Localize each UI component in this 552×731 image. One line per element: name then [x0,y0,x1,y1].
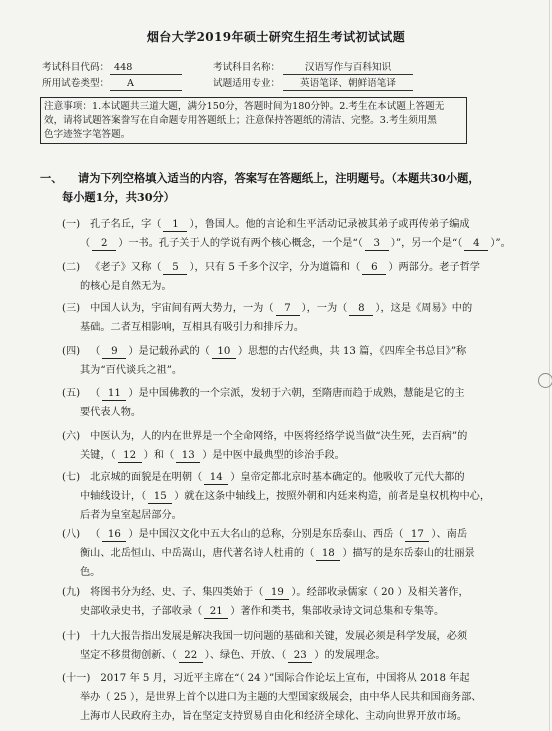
question-text: ）”。 [490,238,511,249]
question-line [62,669,481,688]
question-4 [62,342,466,380]
question-text: ）是中国佛教的一个宗派，发轫于六朝，至隋唐而趋于成熟，慧能是它的主 [128,388,465,399]
question-text: 上海市人民政府主办，旨在坚定支持贸易自由化和经济全球化、主动向世界开放市场。 [80,711,468,722]
question-7 [62,468,490,525]
question-number: (四) [62,346,81,357]
question-1 [62,215,511,253]
question-number: (七) [62,472,81,483]
question-line [62,277,480,296]
question-line [62,361,466,380]
answer-blank: 14 [204,472,228,485]
question-6 [62,427,467,465]
question-text: ）思想的古代经典，共 13 篇，《四库全书总目》”称 [237,346,467,357]
question-text: 的核心是自然无为。 [80,281,172,292]
exam-title: 烟台大学2019年硕士研究生招生考试初试试题 [146,30,406,44]
question-text: ）的发展理念。 [314,650,386,661]
question-text: （ [90,346,101,357]
question-line [62,403,465,422]
section-number: 一、 [40,171,63,185]
question-text: ）是记载孙武的（ [128,346,210,357]
question-11 [62,669,481,726]
subject-name-value: 汉语写作与百科知识 [283,61,413,75]
answer-blank: 5 [163,262,187,275]
question-number: (八) [62,529,81,540]
question-line [62,583,469,602]
answer-blank: 6 [362,262,386,275]
question-text: ），这是《周易》中的 [375,303,473,314]
question-text: 基础。二者互相影响，互相具有吸引力和排斥力。 [80,322,305,333]
question-number: (三) [62,303,81,314]
question-text: ）描写的是东岳泰山的壮丽景 [342,548,475,559]
answer-blank: 22 [179,650,203,663]
question-number: (六) [62,431,81,442]
question-text: 中国人认为，宇宙间有两大势力，一为（ [90,303,274,314]
question-text: 十九大报告指出发展是解决我国一切问题的基础和关键，发展必须是科学发展，必须 [90,631,468,642]
question-text: 关键，（ [80,450,116,461]
paper-type-value: A [110,77,182,91]
question-line [62,688,481,707]
question-text: 《老子》又称（ [90,262,162,273]
answer-blank: 9 [102,346,126,359]
answer-blank: 12 [118,450,142,463]
question-text: ）”，另一个是“（ [390,238,463,249]
question-text: 中轴线设计，（ [80,491,147,502]
question-line [62,258,480,277]
question-number: (一) [62,219,81,230]
answer-blank: 15 [148,491,172,504]
question-text: 其为“百代谈兵之祖”。 [80,365,183,376]
question-line [62,627,467,646]
notice-line: 注意事项：1.本试题共三道大题，满分150分，答题时间为180分钟。2.考生在本试题上答题无 [44,101,445,112]
answer-blank: 19 [265,587,289,600]
answer-blank: 16 [102,529,126,542]
question-number: (十一) [62,673,91,684]
question-line [62,602,469,621]
question-line [62,544,475,563]
question-text: ），只有 5 千多个汉字，分为道篇和（ [189,262,361,273]
question-number: (十) [62,631,81,642]
question-5 [62,384,465,422]
question-text: 坚定不移贯彻创新、（ [80,650,177,661]
question-text: 衡山、北岳恒山、中岳嵩山，唐代著名诗人杜甫的（ [80,548,315,559]
question-3 [62,299,472,337]
punch-hole-mark [538,373,552,388]
question-text: ）、绿色、开放、（ [204,650,287,661]
question-9 [62,583,469,621]
question-line [62,646,467,665]
subject-code-label: 考试科目代码： [42,62,110,73]
question-line [62,427,467,446]
question-text: 要代表人物。 [80,407,142,418]
answer-blank: 4 [464,238,488,251]
question-text: ）和（ [143,450,175,461]
major-value: 英语笔译、朝鲜语笔译 [283,77,413,91]
subject-code-value: 448 [110,61,182,75]
answer-blank: 11 [102,388,126,401]
question-line [62,487,490,506]
question-number: (九) [62,587,81,598]
question-line [62,299,472,318]
paper-type-label: 所用试卷类型： [42,78,110,89]
question-2 [62,258,480,296]
answer-blank: 10 [212,346,236,359]
question-text: 色。 [80,567,101,578]
question-text: （ [90,529,101,540]
major-label: 试题适用专业： [213,78,281,89]
subject-name-label: 考试科目名称： [213,62,281,73]
question-text: ）。经部收录儒家（ 20 ）及相关著作， [291,587,469,598]
answer-blank: 23 [288,650,312,663]
answer-blank: 3 [365,238,389,251]
question-line [62,215,511,234]
question-10 [62,627,467,665]
question-line [62,525,475,544]
answer-blank: 13 [176,450,200,463]
question-text: 孔子名丘，字（ [90,219,162,230]
question-text: 2017 年 5 月，习近平主席在“（ 24 ）”国际合作论坛上宣布，中国将从 2018 年起 [100,673,470,684]
question-line [62,563,475,582]
question-text: ）著作和类书，集部收录诗文词总集和专集等。 [230,606,445,617]
question-line [62,707,481,726]
question-text: ）就在这条中轴线上，按照外朝和内廷来构造，前者是皇权机构中心， [174,491,491,502]
question-text: 史部收录史书，子部收录（ [80,606,203,617]
question-8 [62,525,475,582]
question-line [62,234,511,253]
question-line [62,384,465,403]
question-line [62,342,466,361]
question-line [62,318,472,337]
notice-line: 效，请将试题答案誊写在自命题专用答题纸上；注意保持答题纸的清洁、完整。3.考生须用黑 [44,115,437,126]
question-text: ）是中医中最典型的诊治手段。 [202,450,345,461]
question-text: ）两部分。老子哲学 [388,262,480,273]
question-number: (五) [62,388,81,399]
question-text: ）皇帝定都北京时基本确定的。他吸收了元代大都的 [230,472,465,483]
question-text: 将图书分为经、史、子、集四类始于（ [90,587,264,598]
answer-blank: 18 [316,548,340,561]
section-instruction: 每小题1分，共30分） [62,190,175,204]
notice-box [40,97,467,144]
question-text: ），鲁国人。他的言论和生平活动记录被其弟子或再传弟子编成 [189,219,470,230]
question-text: （ [80,238,91,249]
question-line [62,506,490,525]
question-text: 北京城的面貌是在明朝（ [90,472,203,483]
answer-blank: 8 [349,303,373,316]
question-text: 后者为皇室起居部分。 [80,510,182,521]
section-instruction: 请为下列空格填入适当的内容，答案写在答题纸上，注明题号。（本题共30小题， [78,171,480,185]
question-text: ）、南岳 [431,529,468,540]
answer-blank: 21 [204,606,228,619]
question-text: 中医认为，人的内在世界是一个全命网络，中医将经络学说当做“决生死，去百病”的 [90,431,468,442]
question-text: ）一书。孔子关于人的学说有两个核心概念，一个是“（ [118,238,363,249]
answer-blank: 1 [163,219,187,232]
question-number: (二) [62,262,81,273]
question-text: （ [90,388,101,399]
question-text: ）是中国汉文化中五大名山的总称，分别是东岳泰山、西岳（ [128,529,404,540]
notice-line: 色字迹签字笔答题。 [44,129,131,140]
question-text: ），一为（ [301,303,348,314]
question-line [62,468,490,487]
answer-blank: 17 [405,529,429,542]
question-line [62,446,467,465]
answer-blank: 2 [92,238,116,251]
answer-blank: 7 [276,303,300,316]
question-text: 举办（ 25 ），是世界上首个以进口为主题的大型国家级展会，由中华人民共和国商务部、 [80,692,482,703]
page-edge-line [549,0,550,731]
